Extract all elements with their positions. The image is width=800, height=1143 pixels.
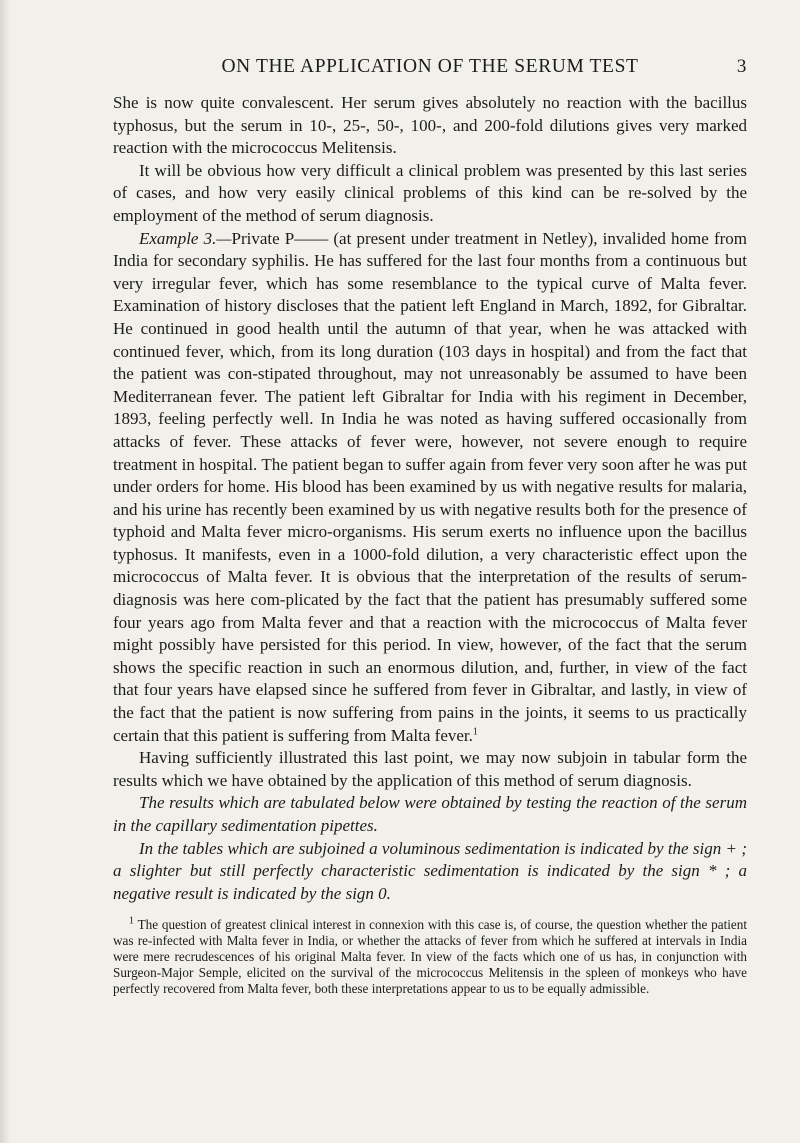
paragraph-sign-legend: In the tables which are subjoined a voluminous sedimentation is indicated by the sign + ; a slighter but still perfectly characteristic sedimentation is indicated by the sign * ; a negative result is indicated by the sign 0. <box>113 838 747 903</box>
running-title: ON THE APPLICATION OF THE SERUM TEST <box>221 56 639 77</box>
page-number: 3 <box>736 56 747 77</box>
paragraph-example-3 <box>113 228 747 748</box>
example-3-text: Private P—— (at present under treatment in Netley), invalided home from India for secondary syphilis. He has suffered for the last four months from a continuous but very irregular fever, which has some resemblance to the typical curve of Malta fever. Examination of history discloses that the patient left England in March, 1892, for Gibraltar. He continued in good health until the autumn of that year, when he was attacked with continued fever, which, from its long duration (103 days in hospital) and from the fact that the patient was con-stipated throughout, may not unreasonably be assumed to have been Mediterranean fever. The patient left Gibraltar for India with his regiment in December, 1893, feeling perfectly well. In India he was noted as having suffered occasionally from attacks of fever. These attacks of fever were, however, not severe enough to require treatment in hospital. The patient began to suffer again from fever very soon after he was put under orders for home. His blood has been examined by us with negative results for malaria, and his urine has recently been examined by us with negative results both for the presence of typhoid and Malta fever micro-organisms. His serum exerts no influence upon the bacillus typhosus. It manifests, even in a 1000-fold dilution, a very characteristic effect upon the micrococcus of Malta fever. It is obvious that the interpretation of the results of serum-diagnosis was here com-plicated by the fact that the patient has presumably suffered some four years ago from Malta fever and that a reaction with the micrococcus of Malta fever might possibly have persisted for this period. In view, however, of the fact that the serum shows the specific reaction in such an enormous dilution, and, further, in view of the fact that four years have elapsed since he suffered from fever in Gibraltar, and lastly, in view of the fact that the patient is now suffering from pains in the joints, it seems to us practically certain that this patient is suffering from Malta fever. <box>113 228 748 745</box>
paragraph-tabular-intro: Having sufficiently illustrated this last point, we may now subjoin in tabular form the results which we have obtained by the application of this method of serum diagnosis. <box>113 748 747 790</box>
footnotes <box>113 917 747 996</box>
page-edge-shadow <box>0 0 10 1143</box>
example-label: Example 3.— <box>139 228 232 248</box>
footnote-text: The question of greatest clinical interest in connexion with this case is, of course, the question whether the patient was re-infected with Malta fever in India, or whether the attacks of fever from which he suffered at intervals in India were mere recrudescences of his original Malta fever. In view of the facts which one of us has, in conjunction with Surgeon-Major Semple, elicited on the survival of the micrococcus Melitensis in the spleen of monkeys who have perfectly recovered from Malta fever, both these interpretations appear to us to be equally admissible. <box>113 917 748 996</box>
footnote-marker: 1 <box>129 915 134 927</box>
paragraph-convalescent: She is now quite convalescent. Her serum gives absolutely no reaction with the bacillus typhosus, but the serum in 10-, 25-, 50-, 100-, and 200-fold dilutions gives very marked reaction with the micrococcus Melitensis. <box>113 93 747 158</box>
paragraph-capillary-note: The results which are tabulated below were obtained by testing the reaction of the serum in the capillary sedimentation pipettes. <box>113 793 747 835</box>
body-text <box>113 92 747 905</box>
running-header <box>113 56 747 86</box>
footnote-reference: 1 <box>472 725 478 737</box>
book-page <box>113 56 747 996</box>
footnote-1 <box>113 917 747 996</box>
paragraph-clinical-problem: It will be obvious how very difficult a clinical problem was presented by this last series of cases, and how very easily clinical problems of this kind can be re-solved by the employment of the method of serum diagnosis. <box>113 160 747 225</box>
